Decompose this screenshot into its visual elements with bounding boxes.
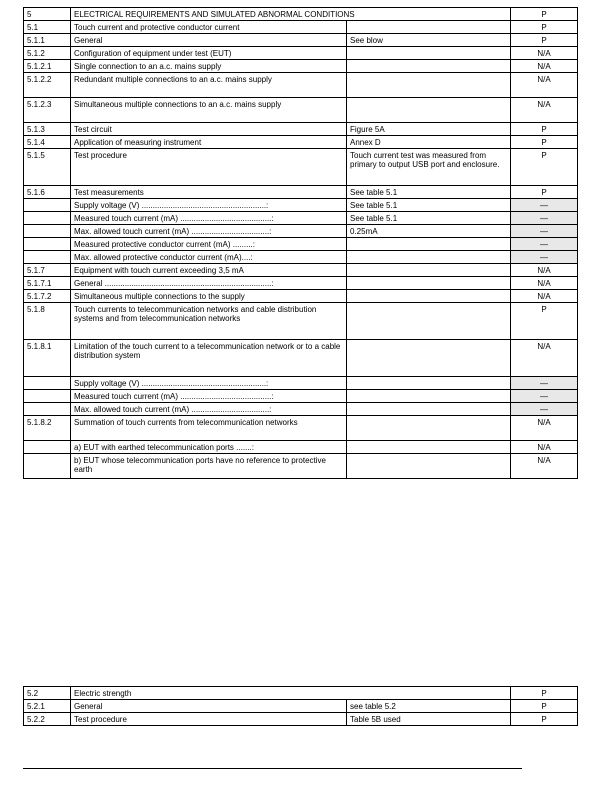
table-row: [24, 47, 578, 60]
verdict-cell: —: [511, 377, 578, 390]
requirement-cell: Test circuit: [71, 123, 347, 136]
verdict-cell: N/A: [511, 264, 578, 277]
remark-cell: See table 5.1: [347, 199, 511, 212]
requirement-cell: Summation of touch currents from telecommunication networks: [71, 416, 347, 441]
clause-cell: [24, 390, 71, 403]
clause-cell: 5.2: [24, 687, 71, 700]
clause-cell: 5.1.2.1: [24, 60, 71, 73]
clause-cell: 5.1.8.2: [24, 416, 71, 441]
verdict-cell: N/A: [511, 73, 578, 98]
verdict-cell: —: [511, 403, 578, 416]
verdict-cell: N/A: [511, 416, 578, 441]
verdict-cell: —: [511, 390, 578, 403]
table-row: [24, 713, 578, 726]
remark-cell: Table 5B used: [347, 713, 511, 726]
verdict-cell: —: [511, 212, 578, 225]
clause-cell: 5.1.3: [24, 123, 71, 136]
clause-cell: 5.1.7: [24, 264, 71, 277]
table-row: [24, 390, 578, 403]
verdict-cell: P: [511, 186, 578, 199]
verdict-cell: P: [511, 713, 578, 726]
requirement-cell: b) EUT whose telecommunication ports have no reference to protective earth: [71, 454, 347, 479]
clause-cell: 5.1.1: [24, 34, 71, 47]
verdict-cell: —: [511, 199, 578, 212]
remark-cell: [347, 60, 511, 73]
requirement-cell: Max. allowed touch current (mA) ...................................:: [71, 403, 347, 416]
table-row: [24, 34, 578, 47]
clause-cell: 5: [24, 8, 71, 21]
requirement-cell: Max. allowed touch current (mA) ...................................:: [71, 225, 347, 238]
table-row: [24, 441, 578, 454]
remark-cell: [347, 98, 511, 123]
verdict-cell: P: [511, 21, 578, 34]
clause-cell: [24, 225, 71, 238]
clause-cell: [24, 212, 71, 225]
table-row: [24, 416, 578, 441]
table-row: [24, 186, 578, 199]
requirement-cell: Test measurements: [71, 186, 347, 199]
remark-cell: [347, 377, 511, 390]
requirement-cell: Single connection to an a.c. mains supply: [71, 60, 347, 73]
remark-cell: [347, 441, 511, 454]
requirement-cell: Supply voltage (V) ........................................................:: [71, 377, 347, 390]
remark-cell: [347, 277, 511, 290]
clause-cell: 5.2.2: [24, 713, 71, 726]
requirement-cell: a) EUT with earthed telecommunication ports .......:: [71, 441, 347, 454]
remark-cell: See blow: [347, 34, 511, 47]
verdict-cell: N/A: [511, 290, 578, 303]
requirement-cell: Touch current and protective conductor current: [71, 21, 347, 34]
verdict-cell: P: [511, 136, 578, 149]
requirement-cell: Measured touch current (mA) .........................................:: [71, 212, 347, 225]
table-row: [24, 98, 578, 123]
table-row: [24, 123, 578, 136]
remark-cell: [347, 290, 511, 303]
table-row: [24, 73, 578, 98]
clause-cell: 5.1.8: [24, 303, 71, 340]
clause-cell: 5.1.8.1: [24, 340, 71, 377]
clause-cell: 5.1.5: [24, 149, 71, 186]
remark-cell: see table 5.2: [347, 700, 511, 713]
clause-cell: [24, 199, 71, 212]
clause-cell: [24, 251, 71, 264]
verdict-cell: P: [511, 700, 578, 713]
table-row: [24, 700, 578, 713]
clause-cell: [24, 238, 71, 251]
verdict-cell: N/A: [511, 60, 578, 73]
table-row: [24, 303, 578, 340]
verdict-cell: N/A: [511, 47, 578, 60]
verdict-cell: P: [511, 8, 578, 21]
remark-cell: Figure 5A: [347, 123, 511, 136]
verdict-cell: P: [511, 123, 578, 136]
requirement-cell: General ...........................................................................:: [71, 277, 347, 290]
requirements-table-5: [23, 7, 578, 479]
clause-cell: [24, 441, 71, 454]
requirement-cell: Measured touch current (mA) .........................................:: [71, 390, 347, 403]
requirement-cell: Supply voltage (V) ........................................................:: [71, 199, 347, 212]
table-row: [24, 199, 578, 212]
clause-cell: 5.1.6: [24, 186, 71, 199]
table-row: [24, 251, 578, 264]
remark-cell: [347, 403, 511, 416]
clause-cell: 5.1.7.2: [24, 290, 71, 303]
table-row: [24, 8, 578, 21]
requirement-cell: Touch currents to telecommunication networks and cable distribution systems and from telecommunication networks: [71, 303, 347, 340]
requirement-cell: Simultaneous multiple connections to the supply: [71, 290, 347, 303]
verdict-cell: N/A: [511, 441, 578, 454]
requirement-cell: General: [71, 34, 347, 47]
table-row: [24, 60, 578, 73]
requirement-cell: Test procedure: [71, 713, 347, 726]
remark-cell: [347, 454, 511, 479]
footer-rule: [23, 768, 522, 769]
requirement-cell: Equipment with touch current exceeding 3,5 mA: [71, 264, 347, 277]
table-row: [24, 149, 578, 186]
section-title-cell: Electric strength: [71, 687, 511, 700]
clause-cell: 5.2.1: [24, 700, 71, 713]
remark-cell: [347, 251, 511, 264]
clause-cell: 5.1: [24, 21, 71, 34]
requirement-cell: Simultaneous multiple connections to an a.c. mains supply: [71, 98, 347, 123]
clause-cell: [24, 403, 71, 416]
clause-cell: [24, 377, 71, 390]
clause-cell: 5.1.2: [24, 47, 71, 60]
table-row: [24, 212, 578, 225]
verdict-cell: N/A: [511, 454, 578, 479]
table-row: [24, 340, 578, 377]
verdict-cell: —: [511, 225, 578, 238]
verdict-cell: N/A: [511, 98, 578, 123]
verdict-cell: P: [511, 149, 578, 186]
remark-cell: See table 5.1: [347, 212, 511, 225]
remark-cell: 0.25mA: [347, 225, 511, 238]
remark-cell: [347, 390, 511, 403]
table-row: [24, 21, 578, 34]
requirement-cell: Test procedure: [71, 149, 347, 186]
remark-cell: [347, 47, 511, 60]
table-row: [24, 403, 578, 416]
verdict-cell: P: [511, 687, 578, 700]
requirement-cell: Redundant multiple connections to an a.c. mains supply: [71, 73, 347, 98]
requirement-cell: Configuration of equipment under test (EUT): [71, 47, 347, 60]
verdict-cell: —: [511, 251, 578, 264]
remark-cell: [347, 303, 511, 340]
table-row: [24, 290, 578, 303]
requirement-cell: Max. allowed protective conductor current (mA)....:: [71, 251, 347, 264]
clause-cell: 5.1.2.2: [24, 73, 71, 98]
verdict-cell: —: [511, 238, 578, 251]
table-row: [24, 238, 578, 251]
remark-cell: See table 5.1: [347, 186, 511, 199]
remark-cell: [347, 264, 511, 277]
verdict-cell: N/A: [511, 277, 578, 290]
requirement-cell: Application of measuring instrument: [71, 136, 347, 149]
table-row: [24, 264, 578, 277]
requirements-table-5-2: [23, 686, 578, 726]
remark-cell: [347, 21, 511, 34]
clause-cell: 5.1.2.3: [24, 98, 71, 123]
clause-cell: [24, 454, 71, 479]
remark-cell: Touch current test was measured from primary to output USB port and enclosure.: [347, 149, 511, 186]
verdict-cell: P: [511, 303, 578, 340]
requirement-cell: Measured protective conductor current (mA) .........:: [71, 238, 347, 251]
section-title-cell: ELECTRICAL REQUIREMENTS AND SIMULATED ABNORMAL CONDITIONS: [71, 8, 511, 21]
verdict-cell: P: [511, 34, 578, 47]
verdict-cell: N/A: [511, 340, 578, 377]
remark-cell: [347, 340, 511, 377]
table-row: [24, 225, 578, 238]
remark-cell: [347, 73, 511, 98]
table-row: [24, 377, 578, 390]
remark-cell: [347, 238, 511, 251]
remark-cell: Annex D: [347, 136, 511, 149]
clause-cell: 5.1.7.1: [24, 277, 71, 290]
table-row: [24, 687, 578, 700]
table-row: [24, 136, 578, 149]
clause-cell: 5.1.4: [24, 136, 71, 149]
table-row: [24, 277, 578, 290]
requirement-cell: General: [71, 700, 347, 713]
requirement-cell: Limitation of the touch current to a telecommunication network or to a cable distribution system: [71, 340, 347, 377]
table-row: [24, 454, 578, 479]
remark-cell: [347, 416, 511, 441]
